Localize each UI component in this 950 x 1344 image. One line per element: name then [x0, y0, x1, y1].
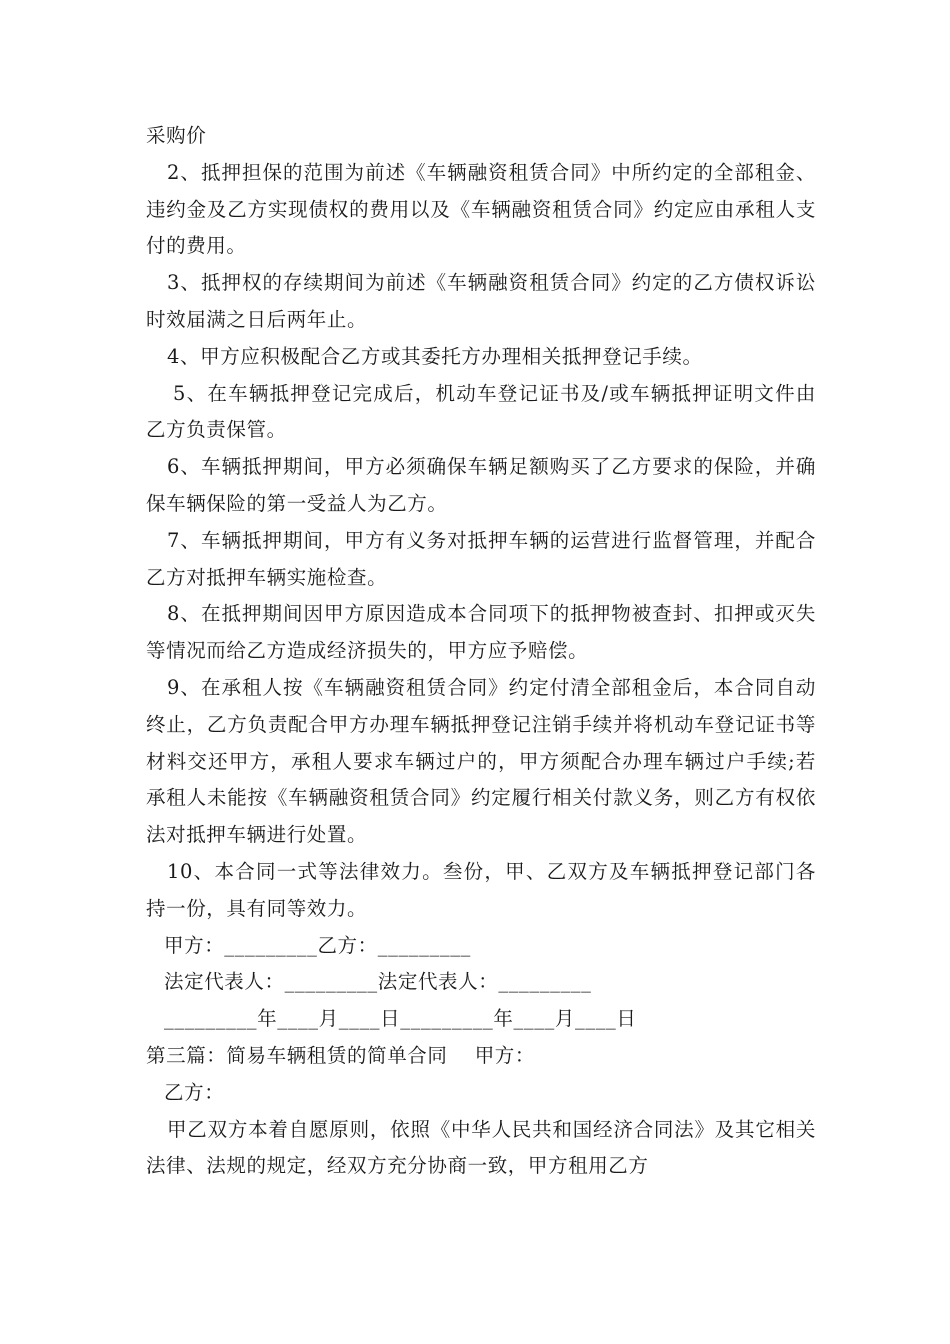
clause-6: 6、车辆抵押期间，甲方必须确保车辆足额购买了乙方要求的保险，并确保车辆保险的第一受益人为乙方。 — [146, 455, 816, 515]
signature-parties: 甲方：_________乙方：_________ — [164, 933, 471, 957]
intro-paragraph: 甲乙双方本着自愿原则，依照《中华人民共和国经济合同法》及其它相关法律、法规的规定，经双方充分协商一致，甲方租用乙方 — [146, 1117, 816, 1178]
clause-8: 8、在抵押期间因甲方原因造成本合同项下的抵押物被查封、扣押或灭失等情况而给乙方造成经济损失的，甲方应予赔偿。 — [146, 602, 816, 663]
clause-9: 9、在承租人按《车辆融资租赁合同》约定付清全部租金后，本合同自动终止，乙方负责配合甲方办理车辆抵押登记注销手续并将机动车登记证书等材料交还甲方，承租人要求车辆过户的，甲方须配合办理车辆过户手续;若承租人未能按《车辆融资租赁合同》约定履行相关付款义务，则乙方有权依法对抵押车辆进行处置。 — [146, 675, 816, 847]
signature-dates: _________年____月____日_________年____月____日 — [164, 1007, 637, 1031]
party-b-label: 乙方： — [164, 1080, 225, 1104]
clause-3: 3、抵押权的存续期间为前述《车辆融资租赁合同》约定的乙方债权诉讼时效届满之日后两年止。 — [146, 271, 816, 331]
clause-2: 2、抵押担保的范围为前述《车辆融资租赁合同》中所约定的全部租金、违约金及乙方实现债权的费用以及《车辆融资租赁合同》约定应由承租人支付的费用。 — [146, 160, 816, 258]
clause-5: 5、在车辆抵押登记完成后，机动车登记证书及/或车辆抵押证明文件由乙方负责保管。 — [146, 381, 816, 442]
section-heading: 第三篇：简易车辆租赁的简单合同 甲方： — [146, 1043, 535, 1067]
paragraph-continuation: 采购价 — [146, 124, 207, 147]
document-page — [146, 118, 816, 1185]
clause-4: 4、甲方应积极配合乙方或其委托方办理相关抵押登记手续。 — [167, 344, 703, 368]
clause-7: 7、车辆抵押期间，甲方有义务对抵押车辆的运营进行监督管理，并配合乙方对抵押车辆实施检查。 — [146, 528, 816, 589]
signature-representatives: 法定代表人：_________法定代表人：_________ — [164, 970, 592, 994]
clause-10: 10、本合同一式等法律效力。叁份，甲、乙双方及车辆抵押登记部门各持一份，具有同等效力。 — [146, 859, 816, 920]
